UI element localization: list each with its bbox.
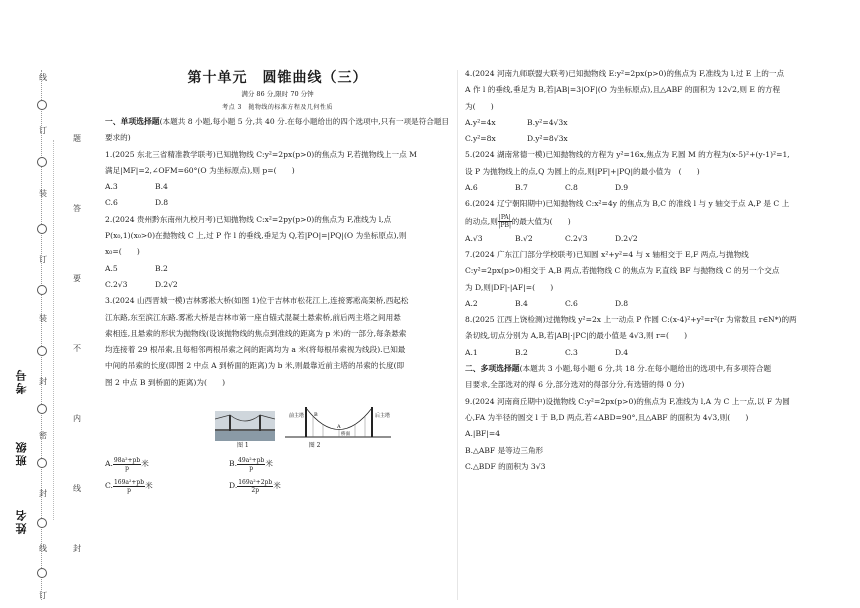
name-label: 姓名: [15, 508, 28, 534]
binding-char: 订: [39, 591, 47, 600]
binding-hole: [37, 346, 47, 356]
q7-stem: C:y²=2px(p>0)相交于 A,B 两点,若抛物线 C 的焦点为 F,直线 BF 与抛物线 C 的另一个交点: [465, 266, 780, 276]
bridge-photo: [215, 411, 275, 441]
q5-stem: 5.(2024 湖南常德一模)已知抛物线的方程为 y²=16x,焦点为 F,圆 M 的方程为(x-5)²+(y-1)²=1,: [465, 150, 790, 160]
q3-stem: 3.(2024 山西晋城一模)吉林雾凇大桥(如图 1)位于吉林市松花江上,连接雾凇高架桥,西起松: [105, 296, 409, 306]
section-1-intro: [105, 114, 450, 147]
section-intro-text: (本题共 8 小题,每小题 5 分,共 40 分.在每小题给出的四个选项中,只有一项是符合题目要求的): [105, 117, 450, 143]
option[interactable]: B.△ABF 是等边三角形: [465, 445, 544, 455]
figure-captions: [237, 441, 450, 451]
q7-stem: 为 D,则|DF|-|AF|=( ): [465, 282, 554, 292]
q2-options: [105, 277, 450, 293]
option[interactable]: D.8: [615, 298, 629, 308]
option[interactable]: B.2: [515, 347, 528, 357]
q6-stem: 6.(2024 辽宁朝阳期中)已知抛物线 C:x²=4y 的焦点为 B,C 的准线 l 与 y 轴交于点 A,P 是 C 上: [465, 199, 790, 209]
q6-stem: 的动点,则 $\frac{|PA|}{|PB|}$ 的最大值为( ): [465, 214, 571, 230]
q3-stem: 索相连,且悬索的形状为抛物线(设该抛物线的焦点到准线的距离为 p 米)的一部分,每条悬索: [105, 328, 407, 338]
option[interactable]: C.6: [565, 298, 578, 308]
option[interactable]: B.y²=4√3x: [527, 117, 568, 127]
binding-hole: [37, 458, 47, 468]
option[interactable]: A.√3: [465, 233, 483, 243]
q5-options: [465, 180, 840, 196]
ratio-fraction: $\frac{|PA|}{|PB|}$: [498, 214, 511, 230]
binding-hole: [37, 518, 47, 528]
q9-stem: 心,FA 为半径的圆交 l 于 B,D 两点,若∠ABD=90°,且△ABF 的面积为 4√3,则( ): [465, 412, 749, 422]
option[interactable]: C.6: [105, 198, 118, 208]
q1-stem: 满足|MF|=2,∠OFM=60°(O 为坐标原点),则 p=( ): [105, 165, 295, 175]
option[interactable]: D.4: [615, 347, 629, 357]
option[interactable]: A.2: [465, 298, 478, 308]
q7-stem: 7.(2024 广东江门部分学校联考)已知圆 x²+y²=4 与 x 轴相交于 E,F 两点,与抛物线: [465, 249, 749, 259]
option[interactable]: A. $\frac{\text{98a²+pb}}{p}$ 米: [105, 456, 149, 472]
option[interactable]: B.7: [515, 183, 528, 193]
section-2-intro: [465, 361, 840, 377]
q1-stem: 1.(2025 东北三省精准教学联考)已知抛物线 C:y²=2px(p>0)的焦点为 F,若抛物线上一点 M: [105, 149, 417, 159]
binding-char: 封: [39, 489, 47, 498]
option[interactable]: C. $\frac{\text{169a²+pb}}{p}$ 米: [105, 478, 153, 494]
fig1-caption: 图 1: [237, 442, 249, 450]
option[interactable]: D.2√2: [615, 233, 638, 243]
q4-stem: 为( ): [465, 101, 494, 111]
binding-char: 封: [39, 377, 47, 386]
option[interactable]: A.1: [465, 347, 478, 357]
topic-subtitle: 考点 3 抛物线的标准方程及几何性质: [222, 104, 333, 111]
binding-char: 密: [39, 431, 47, 440]
option[interactable]: A.|BF|=4: [465, 429, 501, 439]
section-intro-text: (本题共 3 小题,每小题 6 分,共 18 分.在每小题给出的选项中,有多项符合题: [519, 364, 772, 374]
binding-hole: [37, 404, 47, 414]
option[interactable]: C.y²=8x: [465, 134, 496, 144]
binding-hole: [37, 157, 47, 167]
q8-options: [465, 345, 840, 361]
column-divider: [457, 70, 458, 600]
q3-stem: 中间的吊索的长度(即图 2 中点 A 到桥面的距离)为 b 米,则最靠近前主塔的吊索的长度(即: [105, 361, 405, 371]
q3-stem: 均连接着 29 根吊索,且每相邻两根吊索之间的距离均为 a 米(将每根吊索视为线段).已知最: [105, 345, 406, 355]
q8-stem: 条切线,切点分别为 A,B,若|AB|·|PC|的最小值是 4√3,则 r=( ): [465, 331, 688, 341]
q3-options-row2: [105, 477, 450, 495]
option[interactable]: A.6: [465, 183, 478, 193]
inner-binding-char: 封: [73, 544, 81, 553]
front-tower-label: 前主塔: [289, 413, 305, 420]
q3-figures: [215, 393, 450, 441]
binding-hole: [37, 100, 47, 110]
option[interactable]: B.√2: [515, 233, 533, 243]
q9-stem: 9.(2024 河南商丘期中)设抛物线 C:y²=2px(p>0)的焦点为 F,准线为 l,A 为 C 上一点,以 F 为圆: [465, 396, 790, 406]
section-heading: 二、多项选择题: [465, 364, 520, 374]
q4-options: [465, 131, 840, 147]
option[interactable]: C.2√3: [565, 233, 588, 243]
option[interactable]: B.2: [155, 263, 168, 273]
inner-cut-line: [53, 140, 54, 520]
q1-options: [105, 179, 450, 195]
option[interactable]: A.5: [105, 263, 118, 273]
inner-binding-char: 要: [73, 274, 81, 283]
option[interactable]: C.△BDF 的面积为 3√3: [465, 461, 546, 471]
section-heading: 一、单项选择题: [105, 117, 160, 126]
option[interactable]: C.2√3: [105, 279, 128, 289]
q5-stem: 设 P 为抛物线上的点,Q 为圆上的点,则|PF|+|PQ|的最小值为 ( ): [465, 166, 700, 176]
fig2-caption: 图 2: [308, 442, 321, 450]
inner-binding-char: 不: [73, 344, 81, 353]
score-time: 满分 86 分,限时 70 分钟: [241, 90, 314, 98]
binding-char: 线: [39, 73, 47, 82]
q4-stem: 4.(2024 河南九师联盟大联考)已知抛物线 E:y²=2px(p>0)的焦点为 F,准线为 l,过 E 上的一点: [465, 69, 785, 78]
binding-char: 线: [39, 544, 47, 553]
deck-label: 桥面: [341, 432, 350, 438]
q2-stem: P(x₀,1)(x₀>0)在抛物线 C 上,过 P 作 l 的垂线,垂足为 Q,若|PO|=|PQ|(O 为坐标原点),则: [105, 231, 407, 241]
q3-stem: 图 2 中点 B 到桥面的距离)为( ): [105, 377, 226, 387]
q3-stem: 江东路,东至滨江东路.雾凇大桥是吉林市第一座自锚式混凝土悬索桥,前后两主塔之间用悬: [105, 312, 401, 322]
left-column: [105, 66, 450, 495]
inner-binding-char: 答: [73, 204, 81, 213]
binding-hole: [37, 568, 47, 578]
option[interactable]: D.9: [615, 183, 629, 193]
q2-stem: 2.(2024 贵州黔东南州九校月考)已知抛物线 C:x²=2py(p>0)的焦点为 F,准线为 l,点: [105, 214, 392, 224]
q7-options: [465, 296, 840, 312]
q3-options-row1: [105, 455, 450, 473]
q6-options: [465, 231, 840, 247]
inner-binding-char: 线: [73, 484, 81, 493]
q2-options: [105, 261, 450, 277]
q4-options: [465, 115, 840, 131]
option[interactable]: A.y²=4x: [465, 117, 496, 127]
binding-char: 装: [39, 314, 47, 323]
binding-hole: [37, 224, 47, 234]
binding-strip: [0, 0, 90, 608]
binding-char: 订: [39, 126, 47, 135]
q1-options: [105, 195, 450, 211]
option[interactable]: D. $\frac{\text{169a²+2pb}}{2p}$ 米: [229, 478, 281, 494]
inner-binding-char: 内: [73, 414, 81, 423]
q8-stem: 8.(2025 江西上饶检测)过抛物线 y²=2x 上一动点 P 作圆 C:(x-4)²+y²=r²(r 为常数且 r∈N*)的两: [465, 315, 797, 325]
binding-char: 装: [39, 189, 47, 198]
page-title: 第十单元 圆锥曲线（三）: [187, 70, 368, 86]
option[interactable]: B.4: [515, 298, 528, 308]
section-2-intro: 目要求,全部选对的得 6 分,部分选对的得部分分,有选错的得 0 分): [465, 380, 685, 390]
right-column: [465, 66, 840, 475]
point-b-label: B: [314, 412, 318, 419]
option[interactable]: B. $\frac{\text{49a²+pb}}{p}$ 米: [229, 456, 273, 472]
option[interactable]: D.2√2: [155, 279, 178, 289]
q4-stem: A 作 l 的垂线,垂足为 B,若|AB|=3|OF|(O 为坐标原点),且△ABF 的面积为 12√2,则 E 的方程: [465, 85, 781, 95]
point-a-label: A: [337, 424, 341, 431]
option[interactable]: B.4: [155, 182, 168, 192]
class-label: 班级: [15, 440, 28, 466]
bridge-diagram: [283, 405, 393, 441]
option[interactable]: C.3: [565, 347, 578, 357]
inner-binding-char: 题: [73, 134, 81, 143]
option[interactable]: D.8: [155, 198, 169, 208]
option[interactable]: D.y²=8√3x: [527, 134, 568, 144]
option[interactable]: C.8: [565, 183, 578, 193]
binding-char: 订: [39, 255, 47, 264]
binding-hole: [37, 285, 47, 295]
exam-number-label: 考号: [15, 368, 28, 394]
back-tower-label: 后主塔: [375, 413, 391, 420]
q2-stem: x₀=( ): [105, 247, 140, 257]
option[interactable]: A.3: [105, 182, 118, 192]
